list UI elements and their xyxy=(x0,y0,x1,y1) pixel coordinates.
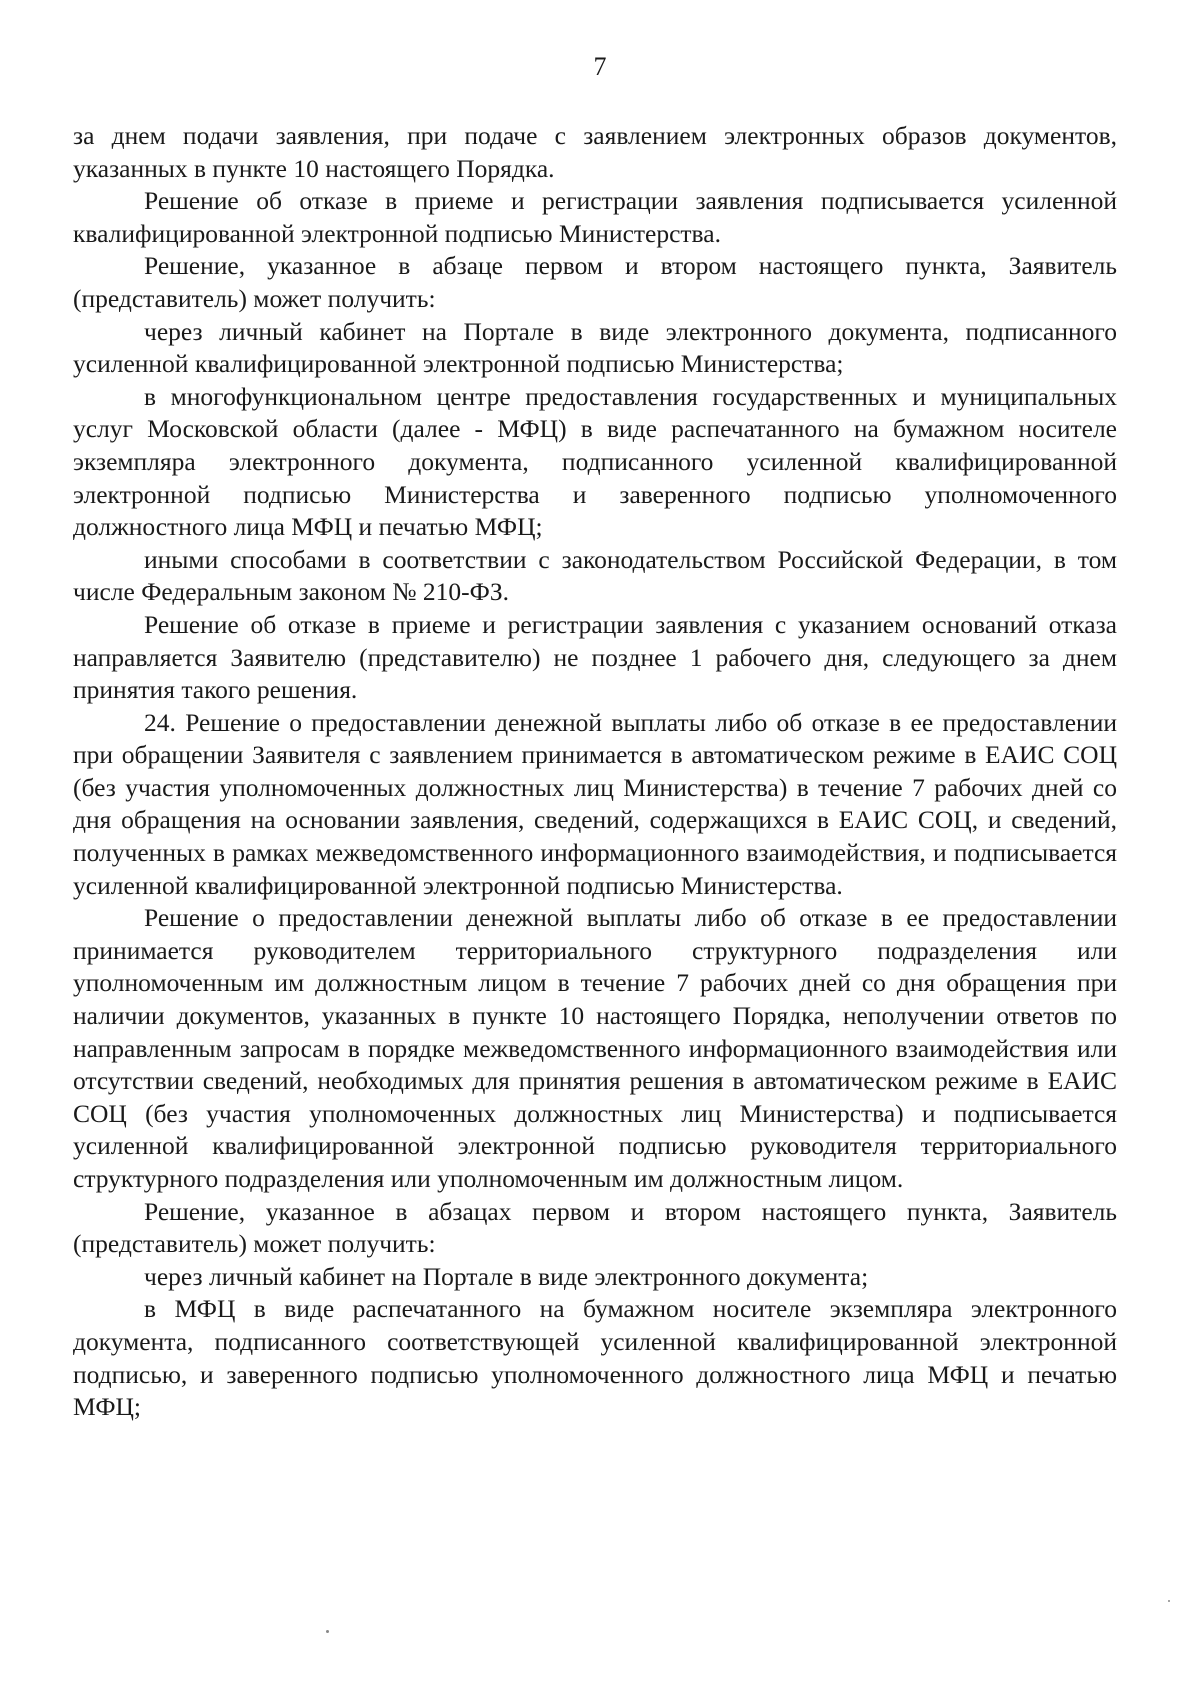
paragraph: иными способами в соответствии с законодательством Российской Федерации, в том числе Федеральным законом № 210-ФЗ. xyxy=(73,544,1117,607)
paragraph: Решение о предоставлении денежной выплаты либо об отказе в ее предоставлении принимается руководителем территориального структурного подразделения или уполномоченным им должностным лицом в течение 7 рабочих дней со дня обращения при наличии документов, указанных в пункте 10 настоящего Порядка, неполучении ответов по направленным запросам в порядке межведомственного информационного взаимодействия или отсутствии сведений, необходимых для принятия решения в автоматическом режиме в ЕАИС СОЦ (без участия уполномоченных должностных лиц Министерства) и подписывается усиленной квалифицированной электронной подписью руководителя территориального структурного подразделения или уполномоченным им должностным лицом. xyxy=(73,903,1117,1193)
document-body xyxy=(73,120,1117,1424)
paragraph: в МФЦ в виде распечатанного на бумажном носителе экземпляра электронного документа, подписанного соответствующей усиленной квалифицированной электронной подписью, и заверенного подписью уполномоченного должностного лица МФЦ и печатью МФЦ; xyxy=(73,1294,1117,1422)
scan-speck xyxy=(326,1630,329,1633)
scan-speck xyxy=(1168,1600,1170,1602)
paragraph: Решение, указанное в абзаце первом и втором настоящего пункта, Заявитель (представитель) может получить: xyxy=(73,251,1117,313)
paragraph: 24. Решение о предоставлении денежной выплаты либо об отказе в ее предоставлении при обращении Заявителя с заявлением принимается в автоматическом режиме в ЕАИС СОЦ (без участия уполномоченных должностных лиц Министерства) в течение 7 рабочих дней со дня обращения на основании заявления, сведений, содержащихся в ЕАИС СОЦ, и сведений, полученных в рамках межведомственного информационного взаимодействия, и подписывается усиленной квалифицированной электронной подписью Министерства. xyxy=(73,707,1117,900)
paragraph: Решение, указанное в абзацах первом и втором настоящего пункта, Заявитель (представитель) может получить: xyxy=(73,1196,1117,1259)
paragraph: в многофункциональном центре предоставления государственных и муниципальных услуг Московской области (далее - МФЦ) в виде распечатанного на бумажном носителе экземпляра электронного документа, подписанного усиленной квалифицированной электронной подписью Министерства и заверенного подписью уполномоченного должностного лица МФЦ и печатью МФЦ; xyxy=(73,381,1117,542)
paragraph: через личный кабинет на Портале в виде электронного документа; xyxy=(144,1261,869,1291)
paragraph: через личный кабинет на Портале в виде электронного документа, подписанного усиленной квалифицированной электронной подписью Министерства; xyxy=(73,316,1117,379)
paragraph: Решение об отказе в приеме и регистрации заявления подписывается усиленной квалифицированной электронной подписью Министерства. xyxy=(73,186,1117,248)
paragraph: за днем подачи заявления, при подаче с заявлением электронных образов документов, указанных в пункте 10 настоящего Порядка. xyxy=(73,121,1117,183)
paragraph: Решение об отказе в приеме и регистрации заявления с указанием оснований отказа направляется Заявителю (представителю) не позднее 1 рабочего дня, следующего за днем принятия такого решения. xyxy=(73,609,1117,705)
page-number: 7 xyxy=(593,52,607,81)
